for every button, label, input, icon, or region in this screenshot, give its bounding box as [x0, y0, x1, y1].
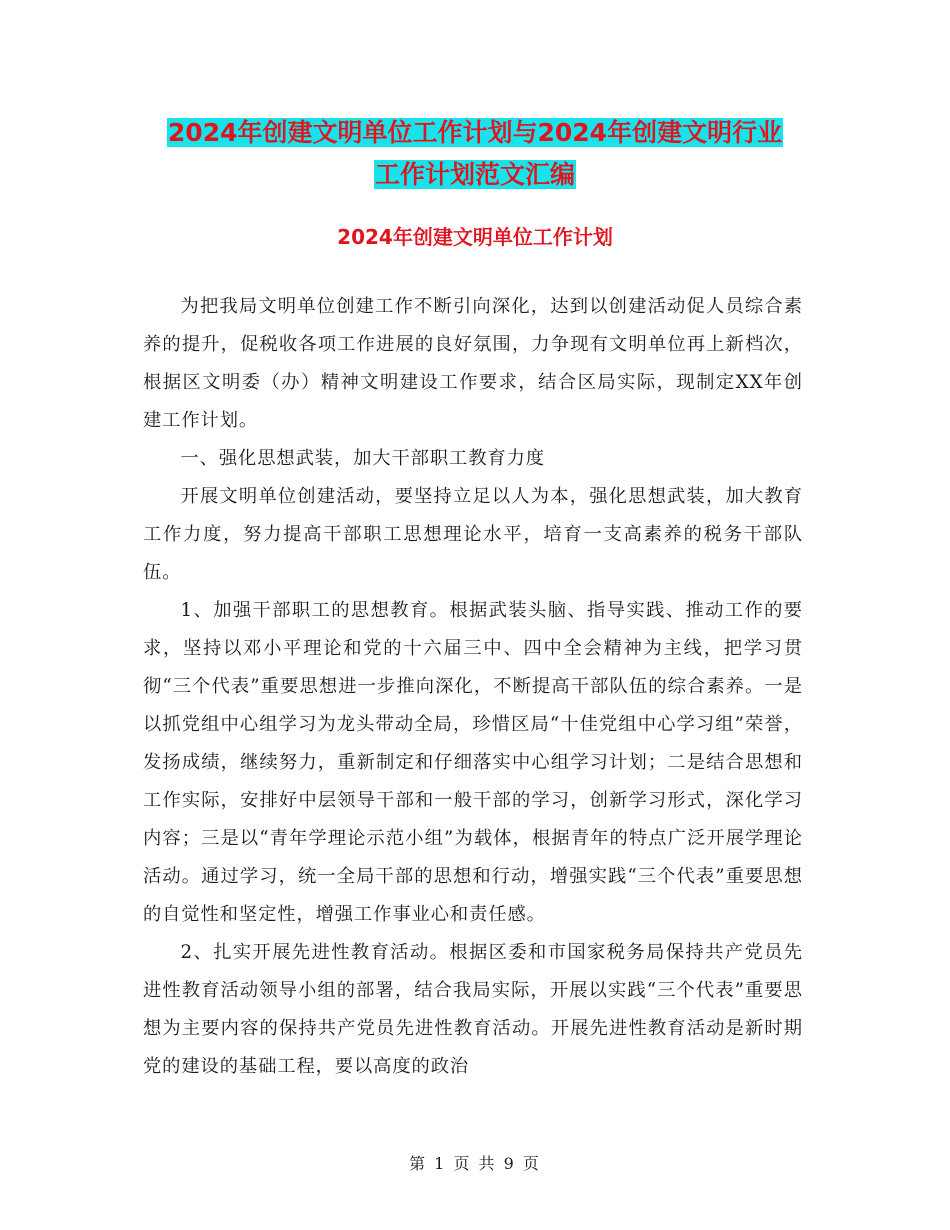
page-footer: 第 1 页 共 9 页	[409, 1154, 541, 1173]
paragraph-intro: 为把我局文明单位创建工作不断引向深化，达到以创建活动促人员综合素养的提升，促税收各项工作进展的良好氛围，力争现有文明单位再上新档次，根据区文明委（办）精神文明建设工作要求，结合区局实际，现制定XX年创建工作计划。	[143, 296, 803, 431]
paragraph-3: 1、加强干部职工的思想教育。根据武装头脑、指导实践、推动工作的要求，坚持以邓小平理论和党的十六届三中、四中全会精神为主线，把学习贯彻“三个代表”重要思想进一步推向深化，不断提高干部队伍的综合素养。一是以抓党组中心组学习为龙头带动全局，珍惜区局“十佳党组中心学习组”荣誉，发扬成绩，继续努力，重新制定和仔细落实中心组学习计划；二是结合思想和工作实际，安排好中层领导干部和一般干部的学习，创新学习形式，深化学习内容；三是以“青年学理论示范小组”为载体，根据青年的特点广泛开展学理论活动。通过学习，统一全局干部的思想和行动，增强实践“三个代表”重要思想的自觉性和坚定性，增强工作事业心和责任感。	[143, 600, 803, 925]
document-title	[0, 112, 950, 196]
paragraph-4: 2、扎实开展先进性教育活动。根据区委和市国家税务局保持共产党员先进性教育活动领导小组的部署，结合我局实际，开展以实践“三个代表”重要思想为主要内容的保持共产党员先进性教育活动。开展先进性教育活动是新时期党的建设的基础工程，要以高度的政治	[143, 942, 803, 1077]
section-title: 2024年创建文明单位工作计划	[337, 225, 613, 249]
paragraph-2: 开展文明单位创建活动，要坚持立足以人为本，强化思想武装，加大教育工作力度，努力提高干部职工思想理论水平，培育一支高素养的税务干部队伍。	[143, 486, 803, 583]
title-line-1: 2024年创建文明单位工作计划与2024年创建文明行业	[167, 118, 783, 147]
body-text	[143, 288, 803, 1086]
title-line-2: 工作计划范文汇编	[374, 160, 575, 189]
paragraph-heading-1: 一、强化思想武装，加大干部职工教育力度	[180, 448, 545, 469]
